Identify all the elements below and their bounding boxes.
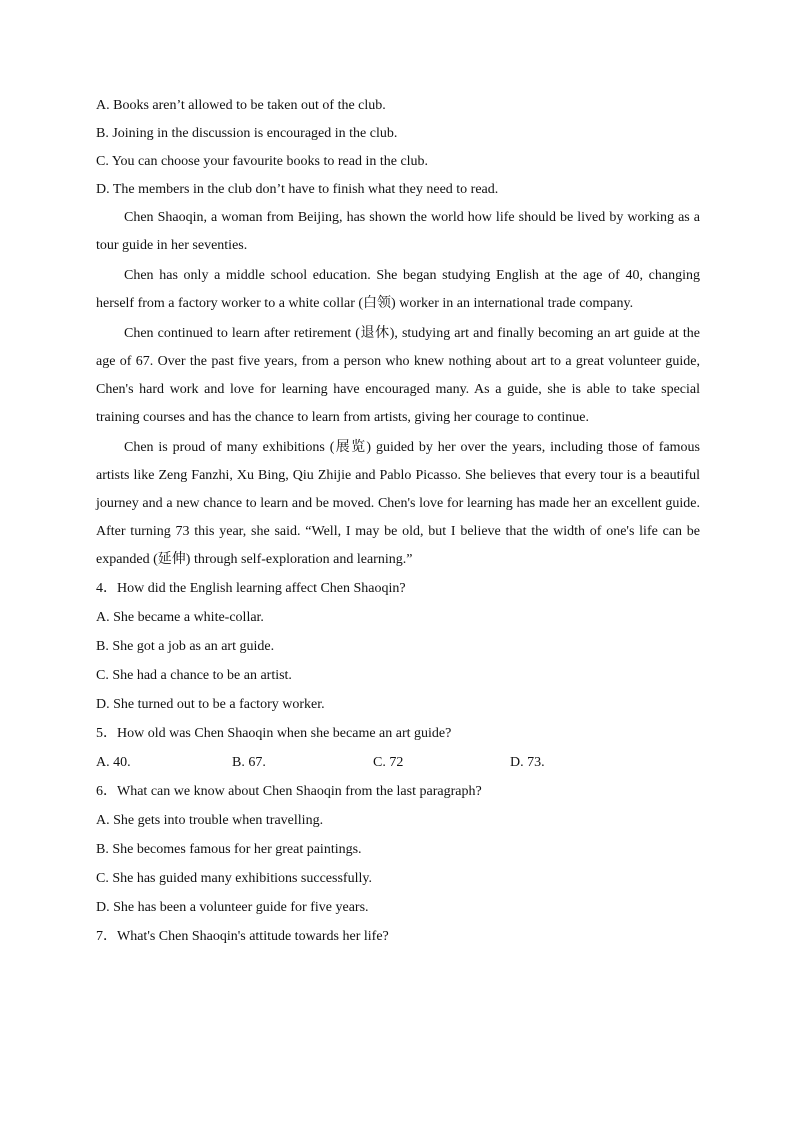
question-stem: 7．What's Chen Shaoqin's attitude towards her life? — [96, 929, 389, 944]
question-stem: 6．What can we know about Chen Shaoqin from the last paragraph? — [96, 784, 482, 799]
option-b: B. She got a job as an art guide. — [96, 639, 275, 654]
worksheet-page — [96, 92, 700, 951]
option-b: B. She becomes famous for her great paintings. — [96, 842, 362, 857]
option-c: C. 72 — [373, 755, 404, 770]
option-d: D. 73. — [510, 755, 545, 770]
option-a: A. Books aren’t allowed to be taken out of the club. — [96, 98, 386, 113]
option-d: D. She turned out to be a factory worker. — [96, 697, 325, 712]
option-b: B. 67. — [232, 755, 266, 770]
question-4 — [96, 574, 700, 719]
option-a: A. She became a white-collar. — [96, 610, 264, 625]
reading-passage — [96, 204, 700, 574]
passage-paragraph-1: Chen Shaoqin, a woman from Beijing, has shown the world how life should be lived by working as a tour guide in her seventies. — [96, 210, 700, 253]
passage-paragraph-3: Chen continued to learn after retirement (退休), studying art and finally becoming an art guide at the age of 67. Over the past five years, from a person who knew nothing about art to a great volunteer guide, Chen's hard work and love for learning have encouraged many. As a guide, she is able to take special training courses and has the chance to learn from artists, giving her courage to continue. — [96, 326, 700, 425]
option-c: C. She has guided many exhibitions successfully. — [96, 871, 372, 886]
option-d: D. The members in the club don’t have to finish what they need to read. — [96, 182, 499, 197]
passage-paragraph-2: Chen has only a middle school education. She began studying English at the age of 40, changing herself from a factory worker to a white collar (白领) worker in an international trade company. — [96, 268, 700, 311]
option-c: C. You can choose your favourite books to read in the club. — [96, 154, 429, 169]
question-5 — [96, 719, 700, 777]
option-c: C. She had a chance to be an artist. — [96, 668, 292, 683]
question-stem: 4．How did the English learning affect Chen Shaoqin? — [96, 581, 406, 596]
passage-paragraph-4: Chen is proud of many exhibitions (展览) guided by her over the years, including those of famous artists like Zeng Fanzhi, Xu Bing, Qiu Zhijie and Pablo Picasso. She believes that every tour is a beautiful journey and a new chance to learn and be moved. Chen's love for learning has made her an excellent guide. After turning 73 this year, she said. “Well, I may be old, but I believe that the width of one's life can be expanded (延伸) through self-exploration and learning.” — [96, 440, 700, 567]
options-row — [96, 748, 700, 777]
question-7 — [96, 922, 700, 951]
option-a: A. 40. — [96, 755, 131, 770]
option-d: D. She has been a volunteer guide for five years. — [96, 900, 369, 915]
previous-question-options — [96, 92, 700, 204]
option-a: A. She gets into trouble when travelling. — [96, 813, 324, 828]
question-6 — [96, 777, 700, 922]
option-b: B. Joining in the discussion is encouraged in the club. — [96, 126, 398, 141]
question-stem: 5．How old was Chen Shaoqin when she became an art guide? — [96, 726, 452, 741]
